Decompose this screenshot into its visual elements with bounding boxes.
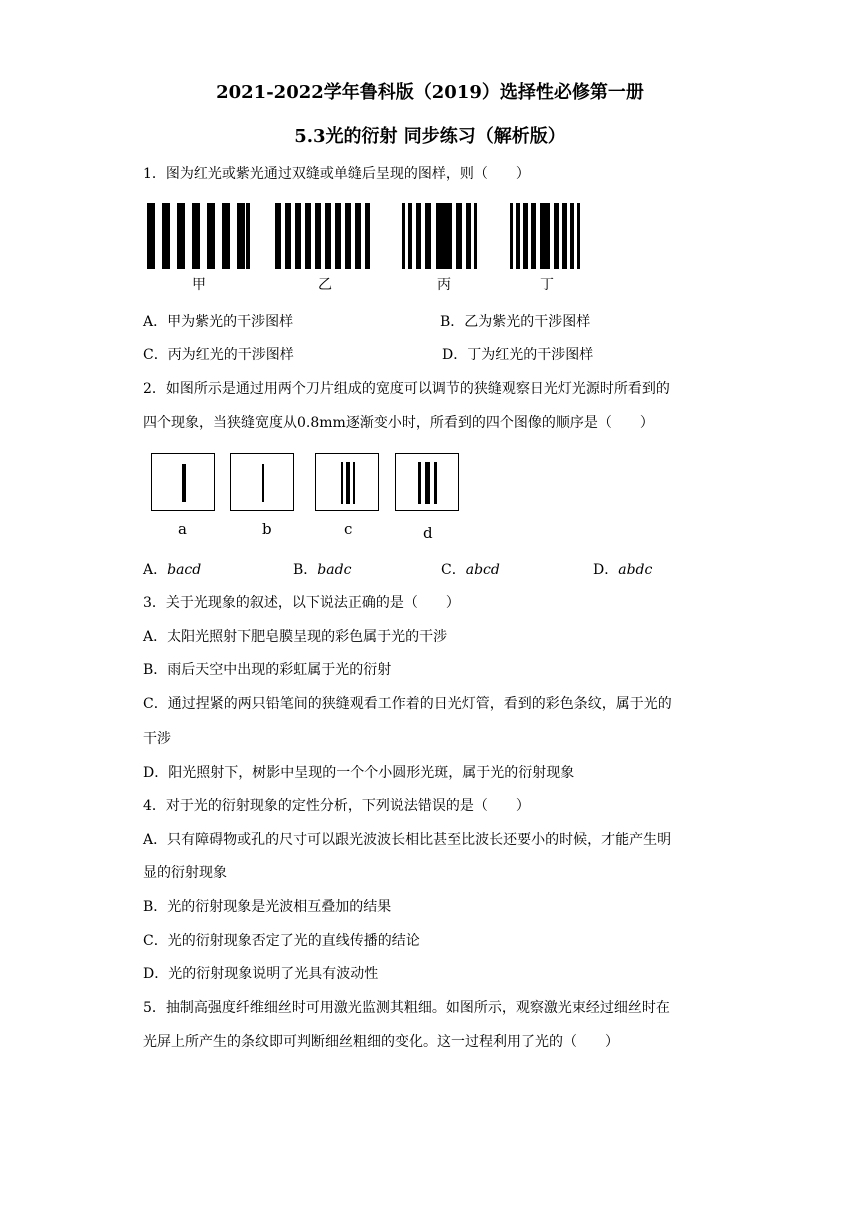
pattern-jia bbox=[147, 203, 250, 269]
q1-label-yi: 乙 bbox=[318, 277, 332, 293]
q3-option-c-line2: 干涉 bbox=[143, 731, 171, 747]
q2-stem-line1: 2．如图所示是通过用两个刀片组成的宽度可以调节的狭缝观察日光灯光源时所看到的 bbox=[143, 381, 670, 397]
pattern-ding bbox=[510, 203, 580, 269]
q4-option-d: D．光的衍射现象说明了光具有波动性 bbox=[143, 966, 379, 982]
q2-figure-b bbox=[230, 453, 294, 511]
q4-stem: 4．对于光的衍射现象的定性分析，下列说法错误的是（ ） bbox=[143, 798, 530, 814]
q2-stem-line2: 四个现象，当狭缝宽度从0.8mm逐渐变小时，所看到的四个图像的顺序是（ ） bbox=[143, 415, 654, 431]
q1-option-c: C．丙为红光的干涉图样 bbox=[143, 347, 294, 363]
q2-option-b: B．badc bbox=[293, 562, 352, 578]
q4-option-a-line2: 显的衍射现象 bbox=[143, 865, 227, 881]
q2-label-a: a bbox=[178, 520, 187, 538]
q3-option-b: B．雨后天空中出现的彩虹属于光的衍射 bbox=[143, 662, 392, 678]
q5-stem-line2: 光屏上所产生的条纹即可判断细丝粗细的变化。这一过程利用了光的（ ） bbox=[143, 1034, 619, 1050]
q1-label-ding: 丁 bbox=[540, 277, 554, 293]
q2-figure-d bbox=[395, 453, 459, 511]
q1-label-bing: 丙 bbox=[437, 277, 451, 293]
q2-label-b: b bbox=[262, 520, 272, 538]
q1-stem: 1．图为红光或紫光通过双缝或单缝后呈现的图样，则（ ） bbox=[143, 166, 530, 182]
document-title: 2021-2022学年鲁科版（2019）选择性必修第一册 bbox=[216, 82, 644, 103]
q3-option-c-line1: C．通过捏紧的两只铅笔间的狭缝观看工作着的日光灯管，看到的彩色条纹，属于光的 bbox=[143, 696, 672, 712]
q3-stem: 3．关于光现象的叙述，以下说法正确的是（ ） bbox=[143, 595, 460, 611]
q2-figure-a bbox=[151, 453, 215, 511]
q5-stem-line1: 5．抽制高强度纤维细丝时可用激光监测其粗细。如图所示，观察激光束经过细丝时在 bbox=[143, 1000, 670, 1016]
q2-option-c: C．abcd bbox=[441, 562, 500, 578]
q2-option-d: D．abdc bbox=[593, 562, 653, 578]
q2-label-d: d bbox=[423, 524, 433, 542]
q1-label-jia: 甲 bbox=[192, 277, 206, 293]
q2-label-c: c bbox=[344, 520, 353, 538]
q4-option-b: B．光的衍射现象是光波相互叠加的结果 bbox=[143, 899, 392, 915]
q2-option-a: A．bacd bbox=[143, 562, 202, 578]
q1-option-b: B．乙为紫光的干涉图样 bbox=[440, 314, 591, 330]
document-subtitle: 5.3光的衍射 同步练习（解析版） bbox=[294, 126, 566, 147]
q3-option-a: A．太阳光照射下肥皂膜呈现的彩色属于光的干涉 bbox=[143, 629, 448, 645]
q1-option-a: A．甲为紫光的干涉图样 bbox=[143, 314, 294, 330]
q1-fringe-figure bbox=[140, 198, 600, 273]
pattern-bing bbox=[402, 203, 477, 269]
q4-option-c: C．光的衍射现象否定了光的直线传播的结论 bbox=[143, 933, 420, 949]
q2-figure-c bbox=[315, 453, 379, 511]
q3-option-d: D．阳光照射下，树影中呈现的一个个小圆形光斑，属于光的衍射现象 bbox=[143, 765, 575, 781]
pattern-yi bbox=[275, 203, 370, 269]
q1-option-d: D．丁为红光的干涉图样 bbox=[442, 347, 594, 363]
q4-option-a-line1: A．只有障碍物或孔的尺寸可以跟光波波长相比甚至比波长还要小的时候，才能产生明 bbox=[143, 832, 672, 848]
